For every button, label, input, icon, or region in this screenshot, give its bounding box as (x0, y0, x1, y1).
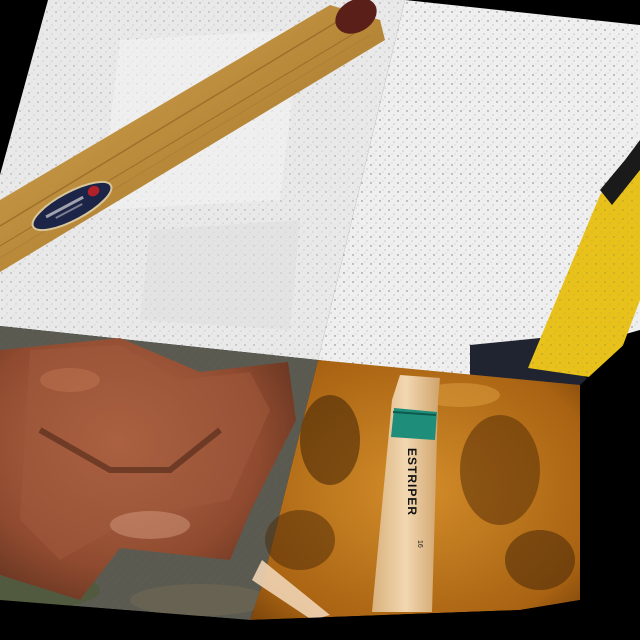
handle-brand-subtext: 16 (416, 540, 423, 548)
handle-brand-text: ESTRIPER (405, 448, 419, 517)
